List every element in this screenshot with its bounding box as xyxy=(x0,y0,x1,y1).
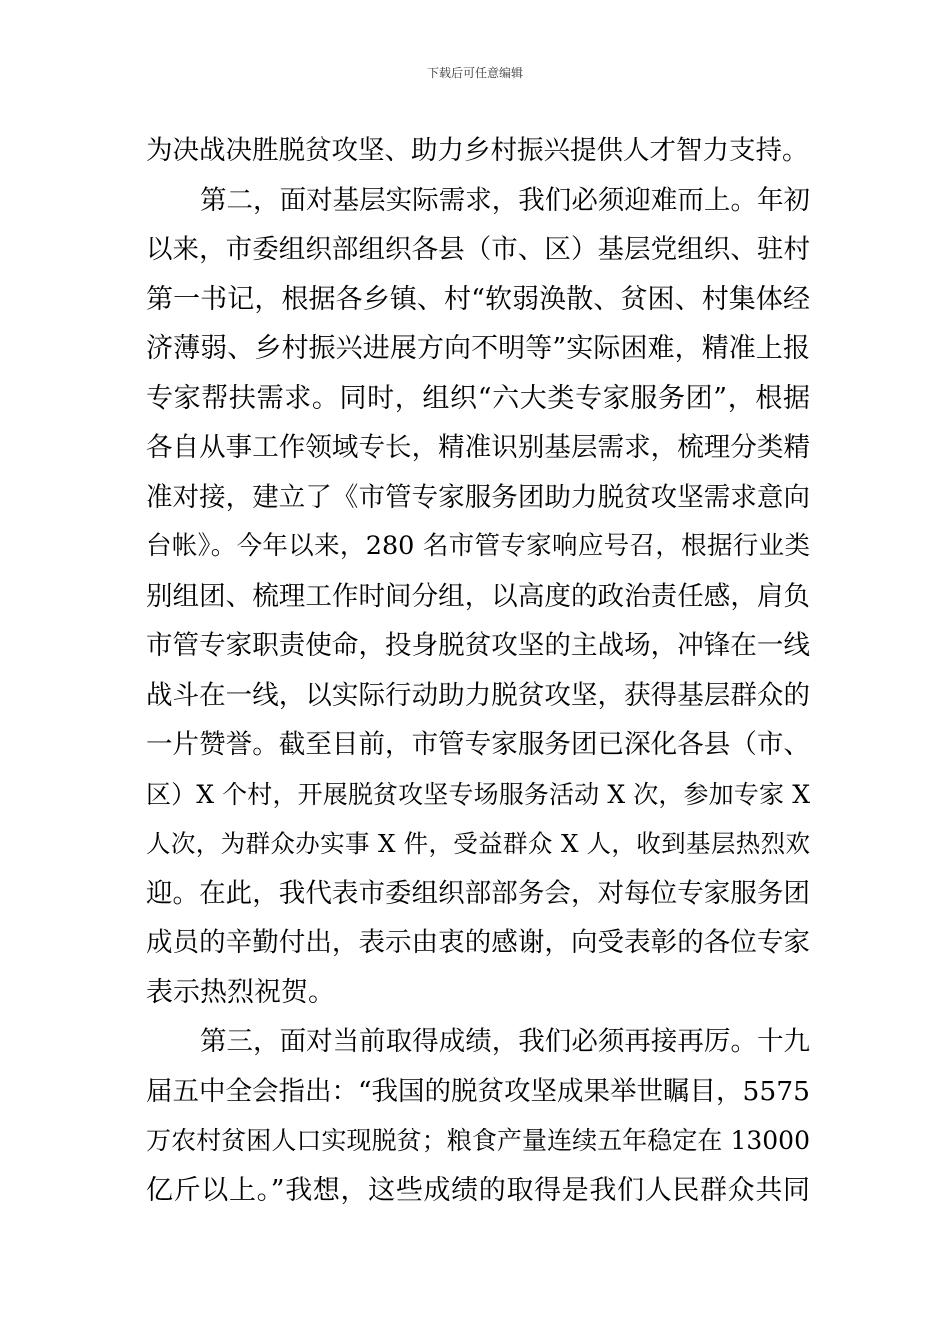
text-line: 专家帮扶需求。同时，组织“六大类专家服务团”，根据 xyxy=(146,382,810,414)
text-line: 济薄弱、乡村振兴进展方向不明等”实际困难，精准上报 xyxy=(146,333,810,364)
text-line: 迎。在此，我代表市委组织部部务会，对每位专家服务团 xyxy=(146,877,810,909)
text-line: 成员的辛勤付出，表示由衷的感谢，向受表彰的各位专家 xyxy=(146,927,810,958)
text-line: 届五中全会指出：“我国的脱贫攻坚成果举世瞩目，5575 xyxy=(146,1075,810,1107)
paragraph-first-line: 第二，面对基层实际需求，我们必须迎难而上。年初 xyxy=(200,184,810,216)
text-line: 第一书记，根据各乡镇、村“软弱涣散、贫困、村集体经 xyxy=(146,283,810,315)
text-line: 亿斤以上。”我想，这些成绩的取得是我们人民群众共同 xyxy=(146,1174,810,1206)
text-line: 万农村贫困人口实现脱贫；粮食产量连续五年稳定在 13000 xyxy=(146,1126,810,1155)
text-line: 为决战决胜脱贫攻坚、助力乡村振兴提供人才智力支持。 xyxy=(146,135,809,166)
text-line: 各自从事工作领域专长，精准识别基层需求，梳理分类精 xyxy=(146,432,810,463)
text-line: 市管专家职责使命，投身脱贫攻坚的主战场，冲锋在一线 xyxy=(146,630,810,661)
text-line: 准对接，建立了《市管专家服务团助力脱贫攻坚需求意向 xyxy=(146,481,810,513)
text-line: 人次，为群众办实事 X 件，受益群众 X 人，收到基层热烈欢 xyxy=(146,829,810,858)
text-line: 台帐》。今年以来，280 名市管专家响应号召，根据行业类 xyxy=(146,531,810,561)
paragraph-first-line: 第三，面对当前取得成绩，我们必须再接再厉。十九 xyxy=(200,1026,810,1057)
text-line: 别组团、梳理工作时间分组，以高度的政治责任感，肩负 xyxy=(146,580,810,612)
text-line: 表示热烈祝贺。 xyxy=(146,976,335,1008)
text-line: 区）X 个村，开展脱贫攻坚专场服务活动 X 次，参加专家 X xyxy=(146,779,810,809)
body-text xyxy=(146,126,810,1215)
header-note: 下载后可任意编辑 xyxy=(426,66,523,80)
text-line: 以来，市委组织部组织各县（市、区）基层党组织、驻村 xyxy=(146,234,810,265)
text-line: 战斗在一线，以实际行动助力脱贫攻坚，获得基层群众的 xyxy=(146,679,810,711)
text-line: 一片赞誉。截至目前，市管专家服务团已深化各县（市、 xyxy=(146,729,810,760)
